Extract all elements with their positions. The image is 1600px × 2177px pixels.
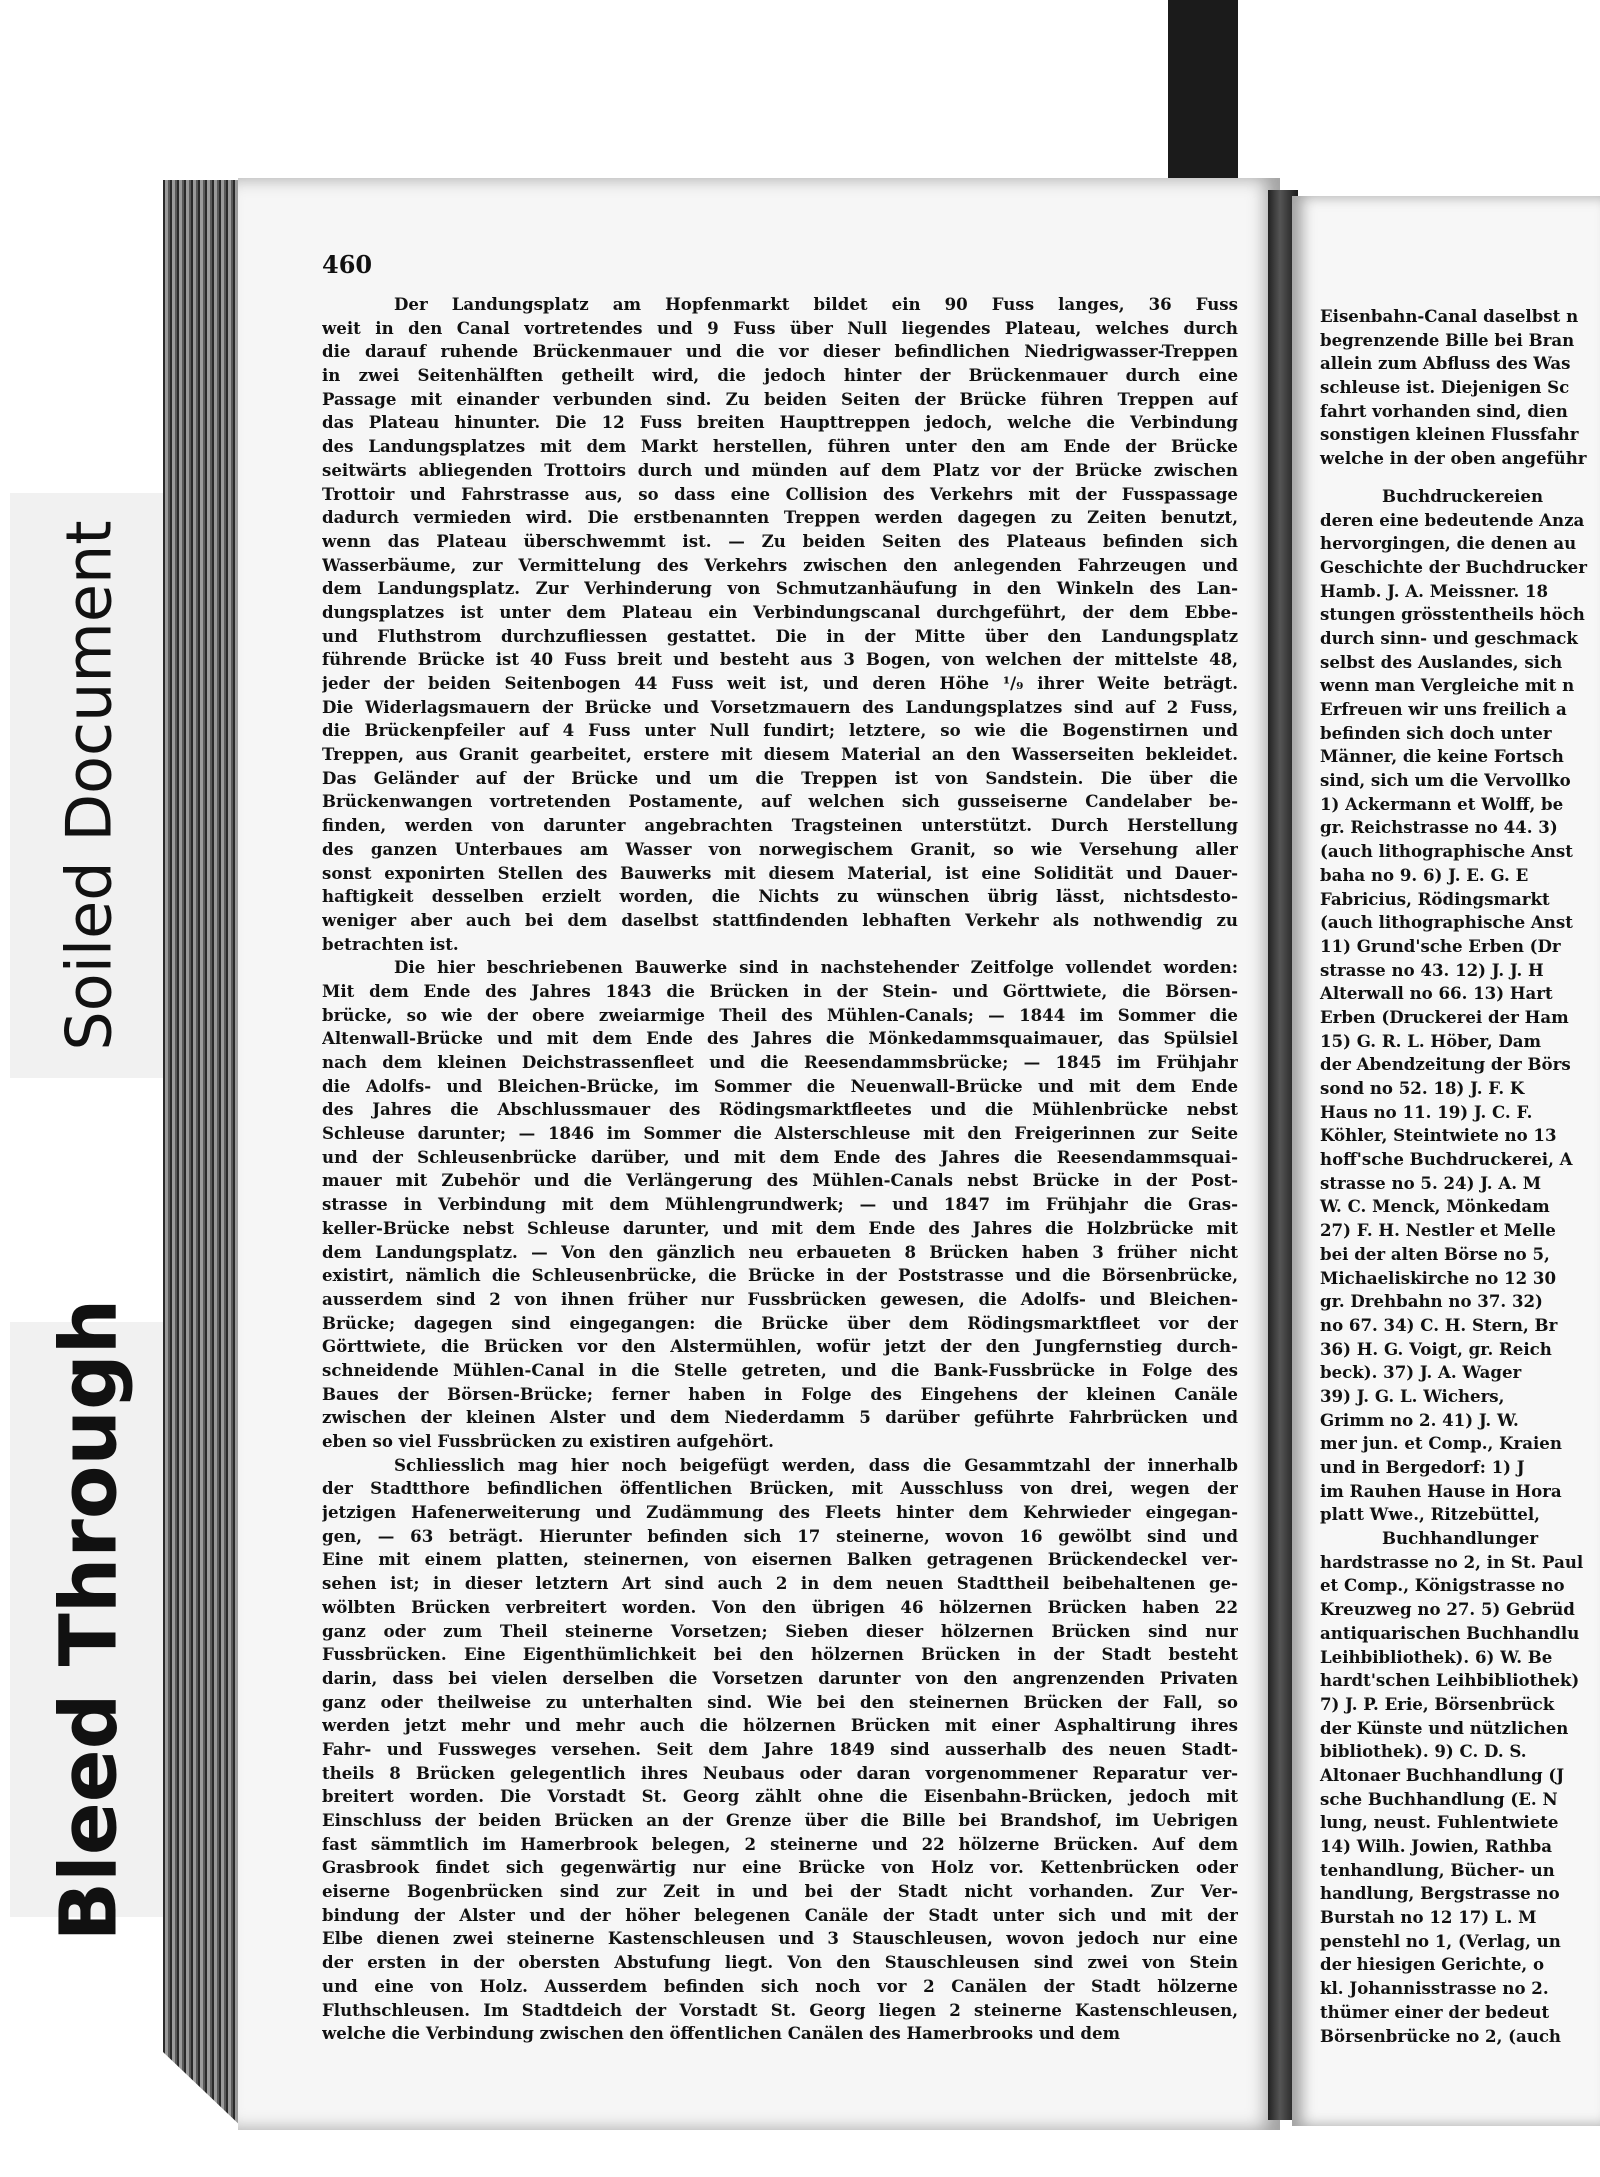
right-text-line: hardstrasse no 2, in St. Paul — [1320, 1551, 1584, 1572]
text-line: ausserdem sind 2 von ihnen früher nur Fussbrücken gewesen, die Adolfs- und Bleichen- — [322, 1288, 1238, 1309]
right-text-line: 11) Grund'sche Erben (Dr — [1320, 935, 1561, 956]
right-text-line: bibliothek). 9) C. D. S. — [1320, 1741, 1527, 1762]
right-text-line: der hiesigen Gerichte, o — [1320, 1954, 1545, 1975]
right-text-line: W. C. Menck, Mönkedam — [1320, 1196, 1550, 1217]
text-line: Der Landungsplatz am Hopfenmarkt bildet ein 90 Fuss langes, 36 Fuss — [394, 294, 1238, 314]
right-text-line: Altonaer Buchhandlung (J — [1320, 1764, 1565, 1785]
text-line: darin, dass bei vielen derselben die Vorsetzen darunter von den angrenzenden Privaten — [322, 1667, 1238, 1688]
top-dark-strip — [1168, 0, 1238, 205]
right-text-line: handlung, Bergstrasse no — [1320, 1883, 1560, 1904]
right-text-line: begrenzende Bille bei Bran — [1320, 329, 1575, 350]
right-text-line: Hamb. J. A. Meissner. 18 — [1320, 580, 1549, 601]
paragraph — [322, 293, 1238, 956]
text-line: dem Landungsplatz. Zur Verhinderung von Schmutzanhäufung in den Winkeln des Lan- — [322, 578, 1238, 599]
text-line: eiserne Bogenbrücken sind zur Zeit in und bei der Stadt nicht vorhanden. Zur Ver- — [322, 1881, 1238, 1902]
text-line: brücke, so wie der obere zweiarmige Theil des Mühlen-Canals; — 1844 im Sommer die — [322, 1004, 1238, 1025]
text-line: Brücke; dagegen sind eingegangen: die Brücke über dem Rödingsmarktfleet vor der — [322, 1312, 1238, 1333]
right-text-line: gr. Reichstrasse no 44. 3) — [1320, 817, 1558, 838]
paragraph — [322, 956, 1238, 1453]
right-text-line: Köhler, Steintwiete no 13 — [1320, 1125, 1557, 1146]
right-text-line: lung, neust. Fuhlentwiete — [1320, 1812, 1559, 1833]
text-line: die Brückenpfeiler auf 4 Fuss unter Null fundirt; letztere, so wie die Bogenstirnen und — [322, 720, 1238, 741]
right-text-line: der Abendzeitung der Börs — [1320, 1054, 1571, 1075]
text-line: des Landungsplatzes mit dem Markt herstellen, führen unter den am Ende der Brücke — [322, 436, 1238, 457]
text-line: Einschluss der beiden Brücken an der Grenze über die Bille bei Brandshof, im Uebrigen — [322, 1810, 1238, 1830]
right-text-line: 1) Ackermann et Wolff, be — [1320, 793, 1564, 814]
right-text-line: penstehl no 1, (Verlag, un — [1320, 1930, 1561, 1951]
right-text-line: (auch lithographische Anst — [1320, 912, 1573, 933]
right-text-line: Grimm no 2. 41) J. W. — [1320, 1409, 1519, 1430]
right-text-line: kl. Johannisstrasse no 2. — [1320, 1978, 1549, 1999]
text-line: und der Schleusenbrücke darüber, und mit dem Ende des Jahres die Reesendammsquai- — [322, 1146, 1238, 1167]
right-page-text — [1320, 305, 1600, 2048]
right-text-line: Börsenbrücke no 2, (auch — [1320, 2025, 1561, 2046]
text-line: Passage mit einander verbunden sind. Zu beiden Seiten der Brücke führen Treppen auf — [322, 388, 1238, 409]
text-line: schneidende Mühlen-Canal in die Stelle getreten, und die Bank-Fussbrücke in Folge des — [322, 1359, 1238, 1380]
right-text-line: sond no 52. 18) J. F. K — [1320, 1078, 1525, 1098]
right-text-line: hardt'schen Leihbibliothek) — [1320, 1670, 1580, 1691]
text-line: finden, werden von darunter angebrachten Tragsteinen unterstützt. Durch Herstellung — [322, 815, 1238, 836]
text-line: wenn das Plateau überschwemmt ist. — Zu beiden Seiten des Plateaus befinden sich — [322, 530, 1238, 551]
text-line: strasse in Verbindung mit dem Mühlengrundwerk; — und 1847 im Frühjahr die Gras- — [322, 1194, 1238, 1215]
text-line: führende Brücke ist 40 Fuss breit und besteht aus 3 Bogen, von welchen der mittelste 48, — [322, 649, 1238, 670]
right-text-line: beck). 37) J. A. Wager — [1320, 1362, 1522, 1383]
right-text-line: wenn man Vergleiche mit n — [1320, 675, 1575, 696]
right-text-line: sonstigen kleinen Flussfahr — [1320, 424, 1579, 445]
right-text-line: schleuse ist. Diejenigen Sc — [1320, 377, 1570, 398]
right-text-line: Haus no 11. 19) J. C. F. — [1320, 1101, 1533, 1122]
soiled-document-label-text: Soiled Document — [52, 520, 126, 1051]
text-line: weit in den Canal vortretendes und 9 Fuss über Null liegendes Plateau, welches durch — [322, 317, 1238, 338]
right-text-line: Fabricius, Rödingsmarkt — [1320, 888, 1550, 909]
text-line: des Jahres die Abschlussmauer des Rödingsmarktfleetes und die Mühlenbrücke nebst — [322, 1099, 1238, 1120]
text-line: mauer mit Zubehör und die Verlängerung des Mühlen-Canals nebst Brücke in der Post- — [322, 1170, 1238, 1191]
right-text-line: 15) G. R. L. Höber, Dam — [1320, 1030, 1542, 1051]
text-line: Fussbrücken. Eine Eigenthümlichkeit bei den hölzernen Brücken in der Stadt besteht — [322, 1644, 1238, 1665]
right-text-line: Michaeliskirche no 12 30 — [1320, 1267, 1557, 1288]
text-line: Fahr- und Fussweges versehen. Seit dem Jahre 1849 sind ausserhalb des neuen Stadt- — [322, 1738, 1238, 1759]
right-text-line: Erben (Druckerei der Ham — [1320, 1006, 1569, 1027]
right-text-line: Eisenbahn-Canal daselbst n — [1320, 306, 1579, 326]
text-line: Die Widerlagsmauern der Brücke und Vorsetzmauern des Landungsplatzes sind auf 2 Fuss, — [322, 696, 1238, 717]
text-line: existirt, nämlich die Schleusenbrücke, die Brücke in der Poststrasse und die Börsenbrücke, — [322, 1265, 1238, 1286]
right-text-line: Geschichte der Buchdrucker — [1320, 556, 1587, 577]
right-text-line: 36) H. G. Voigt, gr. Reich — [1320, 1338, 1552, 1359]
right-text-line: 7) J. P. Erie, Börsenbrück — [1320, 1693, 1555, 1714]
text-line: Wasserbäume, zur Vermittelung des Verkehrs zwischen den anlegenden Fahrzeugen und — [322, 554, 1238, 575]
right-text-line: no 67. 34) C. H. Stern, Br — [1320, 1314, 1558, 1335]
right-text-line: gr. Drehbahn no 37. 32) — [1320, 1291, 1543, 1312]
right-text-line: Erfreuen wir uns freilich a — [1320, 699, 1567, 719]
text-line: wölbten Brücken verbreitert worden. Von den übrigen 46 hölzernen Brücken haben 22 — [322, 1596, 1238, 1617]
text-line: theils 8 Brücken gelegentlich ihres Neubaus oder daran vorgenommener Reparatur ver- — [322, 1762, 1238, 1783]
text-line: dem Landungsplatz. — Von den gänzlich neu erbaueten 8 Brücken haben 3 früher nicht — [322, 1241, 1238, 1262]
text-line: bindung der Alster und der höher belegenen Canäle der Stadt unter sich und mit der — [322, 1904, 1238, 1925]
right-text-line: im Rauhen Hause in Hora — [1320, 1480, 1562, 1501]
right-text-line: durch sinn- und geschmack — [1320, 627, 1578, 648]
right-text-line: und in Bergedorf: 1) J — [1320, 1457, 1525, 1477]
paragraph — [322, 1454, 1238, 2046]
right-text-line: baha no 9. 6) J. E. G. E — [1320, 864, 1529, 885]
text-line: in zwei Seitenhälften getheilt wird, die jedoch hinter der Brückenmauer durch eine — [322, 365, 1238, 386]
text-line: seitwärts abliegenden Trottoirs durch und münden auf dem Platz vor der Brücke zwischen — [322, 459, 1238, 480]
right-text-line: strasse no 43. 12) J. J. H — [1320, 959, 1544, 980]
right-text-line: sind, sich um die Vervollko — [1320, 770, 1571, 791]
text-line: dadurch vermieden wird. Die erstbenannten Treppen werden dagegen zu Zeiten benutzt, — [322, 507, 1238, 528]
right-text-line: Alterwall no 66. 13) Hart — [1320, 983, 1553, 1004]
text-line: Trottoir und Fahrstrasse aus, so dass eine Collision des Verkehrs mit der Fusspassage — [322, 483, 1238, 504]
right-text-line: welche in der oben angeführ — [1320, 448, 1587, 469]
right-text-line: 14) Wilh. Jowien, Rathba — [1320, 1836, 1552, 1856]
text-line: die darauf ruhende Brückenmauer und die vor dieser befindlichen Niedrigwasser-Treppen — [322, 341, 1238, 362]
text-line: Brückenwangen vortretenden Postamente, auf welchen sich gusseiserne Candelaber be- — [322, 791, 1238, 812]
right-text-line: hervorgingen, die denen au — [1320, 533, 1577, 554]
text-line: nach dem kleinen Deichstrassenfleet und die Reesendammsbrücke; — 1845 im Frühjahr — [322, 1052, 1238, 1072]
text-line: ganz oder theilweise zu unterhalten sind. Wie bei den steinernen Brücken der Fall, so — [322, 1691, 1238, 1712]
text-line: breitert worden. Die Vorstadt St. Georg zählt ohne die Eisenbahn-Brücken, jedoch mit — [322, 1786, 1238, 1807]
book-page-edges — [163, 180, 245, 2130]
text-line: betrachten ist. — [322, 933, 459, 954]
text-line: Altenwall-Brücke und mit dem Ende des Jahres die Mönkedammsquaimauer, das Spülsiel — [322, 1028, 1238, 1049]
text-line: und Fluthstrom durchzufliessen gestattet. Die in der Mitte über den Landungsplatz — [322, 625, 1238, 646]
text-line: ganz oder zum Theil steinerne Vorsetzen; Sieben dieser hölzernen Brücken sind nur — [322, 1620, 1238, 1641]
text-line: der ersten in der obersten Abstufung liegt. Von den Stauschleusen sind zwei von Stein — [322, 1952, 1238, 1973]
bleed-through-label — [10, 1298, 168, 1941]
text-line: weniger aber auch bei dem daselbst stattfindenden lebhaften Verkehr als nothwendig zu — [322, 909, 1238, 930]
right-text-line: Männer, die keine Fortsch — [1320, 746, 1564, 767]
right-text-line: thümer einer der bedeut — [1320, 2001, 1550, 2022]
right-text-line: der Künste und nützlichen — [1320, 1717, 1569, 1738]
text-line: Schleuse darunter; — 1846 im Sommer die Alsterschleuse mit den Freigerinnen zur Seite — [322, 1123, 1238, 1144]
text-line: jetzigen Hafenerweiterung und Zudämmung des Fleets hinter dem Kehrwieder eingegan- — [322, 1502, 1238, 1523]
text-line: Fluthschleusen. Im Stadtdeich der Vorstadt St. Georg liegen 2 steinerne Kastenschleusen, — [322, 1999, 1238, 2020]
right-text-line: befinden sich doch unter — [1320, 722, 1552, 743]
page-number: 460 — [322, 250, 373, 279]
left-page-paragraphs — [322, 293, 1238, 2046]
right-text-line: Buchdruckereien — [1382, 485, 1544, 506]
right-text-line: bei der alten Börse no 5, — [1320, 1243, 1550, 1264]
text-line: und eine von Holz. Ausserdem befinden sich noch vor 2 Canälen der Stadt hölzerne — [322, 1975, 1238, 1996]
text-line: Die hier beschriebenen Bauwerke sind in nachstehender Zeitfolge vollendet worden: — [394, 957, 1238, 978]
text-line: des ganzen Unterbaues am Wasser von norwegischem Granit, so wie Versehung aller — [322, 838, 1238, 859]
bleed-through-label-text: Bleed Through — [44, 1298, 135, 1941]
text-line: Treppen, aus Granit gearbeitet, erstere mit diesem Material an den Wasserseiten bekleidet. — [322, 744, 1238, 765]
right-text-line: allein zum Abfluss des Was — [1320, 353, 1571, 374]
right-text-line: Leihbibliothek). 6) W. Be — [1320, 1646, 1553, 1667]
text-line: sonst exponirten Stellen des Bauwerks mit diesem Material, ist eine Solidität und Dauer- — [322, 862, 1238, 883]
right-text-line: (auch lithographische Anst — [1320, 841, 1573, 862]
right-text-line: stungen grösstentheils höch — [1320, 604, 1585, 625]
text-line: dungsplatzes ist unter dem Plateau ein Verbindungscanal durchgeführt, der dem Ebbe- — [322, 601, 1238, 622]
text-line: zwischen der kleinen Alster und dem Niederdamm 5 darüber geführte Fahrbrücken und — [322, 1407, 1238, 1428]
text-line: gen, — 63 beträgt. Hierunter befinden sich 17 steinerne, wovon 16 gewölbt sind und — [322, 1525, 1238, 1546]
text-line: keller-Brücke nebst Schleuse darunter, und mit dem Ende des Jahres die Holzbrücke mit — [322, 1217, 1238, 1238]
text-line: Baues der Börsen-Brücke; ferner haben in Folge des Eingehens der kleinen Canäle — [322, 1383, 1238, 1404]
text-line: sehen ist; in dieser letztern Art sind auch 2 in dem neuen Stadttheil beibehaltenen ge- — [322, 1573, 1238, 1594]
text-line: welche die Verbindung zwischen den öffentlichen Canälen des Hamerbrooks und dem — [322, 2023, 1121, 2044]
text-line: das Plateau hinunter. Die 12 Fuss breiten Haupttreppen jedoch, welche die Verbindung — [322, 412, 1238, 433]
text-line: jeder der beiden Seitenbogen 44 Fuss weit ist, und deren Höhe ¹/₉ ihrer Weite beträgt. — [322, 673, 1238, 693]
text-line: Elbe dienen zwei steinerne Kastenschleusen und 3 Stauschleusen, wovon jedoch nur eine — [322, 1928, 1238, 1949]
text-line: die Adolfs- und Bleichen-Brücke, im Sommer die Neuenwall-Brücke und mit dem Ende — [322, 1075, 1238, 1096]
text-line: der Stadtthore befindlichen öffentlichen Brücken, mit Ausschluss von drei, wegen der — [322, 1478, 1238, 1499]
text-line: haftigkeit desselben erzielt worden, die Nichts zu wünschen übrig lässt, nichtsdesto- — [322, 886, 1238, 907]
right-text-line: 39) J. G. L. Wichers, — [1320, 1385, 1505, 1406]
soiled-document-label — [10, 493, 168, 1078]
right-text-line: tenhandlung, Bücher- un — [1320, 1859, 1555, 1880]
text-line: Schliesslich mag hier noch beigefügt werden, dass die Gesammtzahl der innerhalb — [394, 1454, 1238, 1475]
text-line: Eine mit einem platten, steinernen, von eisernen Balken getragenen Brückendeckel ver- — [322, 1549, 1238, 1570]
right-text-line: et Comp., Königstrasse no — [1320, 1575, 1565, 1596]
text-line: Mit dem Ende des Jahres 1843 die Brücken in der Stein- und Görttwiete, die Börsen- — [322, 980, 1238, 1001]
right-text-line: selbst des Auslandes, sich — [1320, 651, 1563, 672]
text-line: eben so viel Fussbrücken zu existiren aufgehört. — [322, 1431, 774, 1451]
right-text-line: platt Wwe., Ritzebüttel, — [1320, 1504, 1540, 1525]
right-text-line: antiquarischen Buchhandlu — [1320, 1622, 1580, 1643]
right-text-line: Burstah no 12 17) L. M — [1320, 1907, 1537, 1928]
right-text-line: mer jun. et Comp., Kraien — [1320, 1433, 1562, 1454]
text-line: werden jetzt mehr und mehr auch die hölzernen Brücken mit einer Asphaltirung ihres — [322, 1715, 1238, 1736]
right-text-line: sche Buchhandlung (E. N — [1320, 1788, 1558, 1809]
right-text-line: deren eine bedeutende Anza — [1320, 509, 1585, 530]
left-page-text — [322, 250, 1238, 2046]
right-text-line: Kreuzweg no 27. 5) Gebrüd — [1320, 1599, 1575, 1620]
right-text-line: fahrt vorhanden sind, dien — [1320, 400, 1568, 421]
text-line: Görttwiete, die Brücken vor den Alstermühlen, wofür jetzt der den Jungfernstieg durch- — [322, 1336, 1238, 1357]
right-text-line: strasse no 5. 24) J. A. M — [1320, 1172, 1542, 1193]
right-text-line: Buchhandlunger — [1382, 1528, 1539, 1549]
text-line: fast sämmtlich im Hamerbrook belegen, 2 steinerne und 22 hölzerne Brücken. Auf dem — [322, 1833, 1238, 1854]
right-text-line: hoff'sche Buchdruckerei, A — [1320, 1149, 1573, 1170]
right-text-line: 27) F. H. Nestler et Melle — [1320, 1220, 1556, 1241]
text-line: Grasbrook findet sich gegenwärtig nur eine Brücke von Holz vor. Kettenbrücken oder — [322, 1857, 1238, 1878]
text-line: Das Geländer auf der Brücke und um die Treppen ist von Sandstein. Die über die — [322, 767, 1238, 788]
